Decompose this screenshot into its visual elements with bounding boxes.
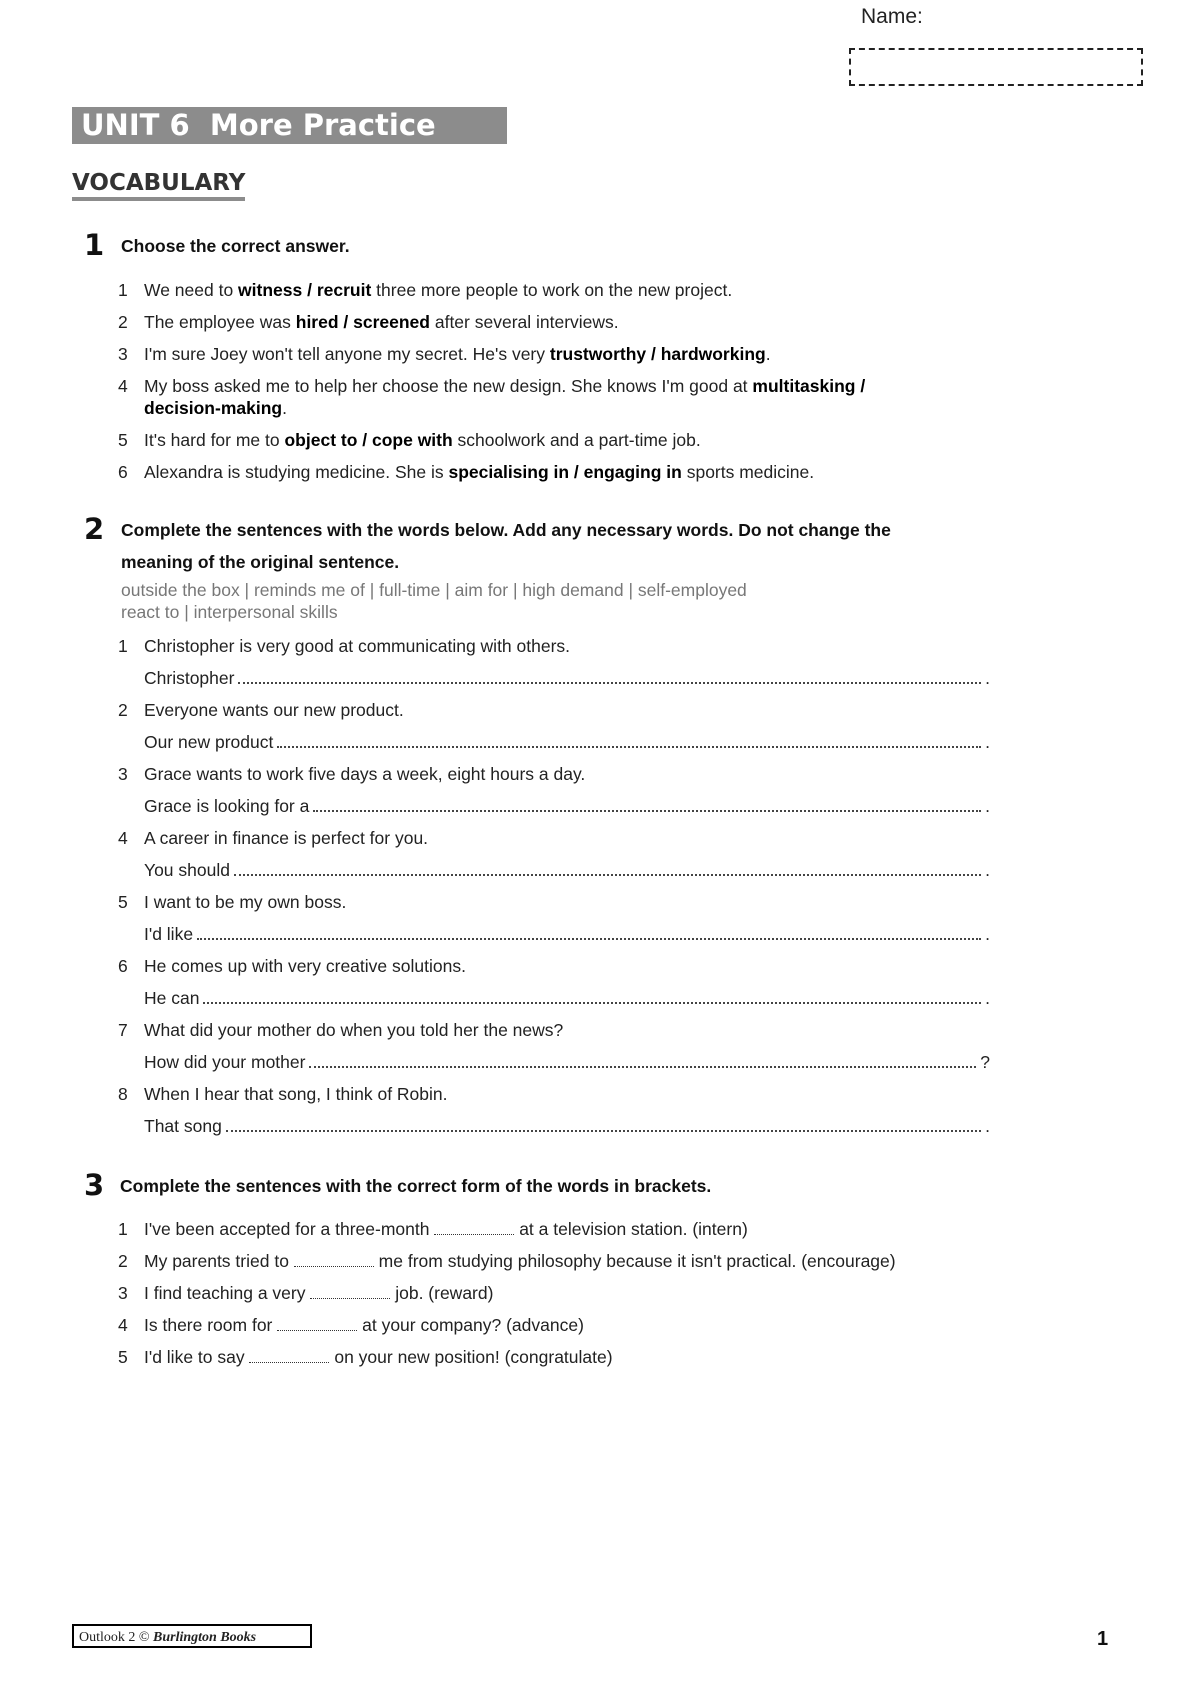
exercise-number: 1	[84, 228, 105, 262]
answer-line: Our new product .	[144, 732, 990, 752]
answer-blank[interactable]	[434, 1222, 514, 1235]
word-box: react to | interpersonal skills	[121, 602, 338, 622]
answer-line: You should .	[144, 860, 990, 880]
answer-blank[interactable]	[277, 1318, 357, 1331]
copyright-footer: Outlook 2 © Burlington Books	[72, 1624, 312, 1648]
worksheet-page: Name: UNIT 6 More Practice VOCABULARY 1 Choose the correct answer. 1 We need to witness / recruit three more people to work on the new project. 2 The employee was hired / screened after several interviews. 3 I'm sure Joey won't tell anyone my secret. He's very trustworthy / hardworking. 4 My boss asked me to help her choose the new design. She knows I'm good at multitasking / decision-making. 5 It's hard for me to object to / cope with schoolwork and a part-time job. 6 Alexandra is studying medicine. She is specialising in / engaging in sports medicine. 2 Complete the sentences with the words below. Add any necessary words. Do not change the meaning of the original sentence. outside the box | reminds me of | full-time | aim for | high demand | self-employed react to | interpersonal skills 1 Christopher is very good at communicating with others. Christopher . 2 Everyone wants our new product. Our new product . 3 Grace wants to work five days a week, eight hours a day. Grace is looking for a . 4 A career in finance is perfect for you. You should . 5 I want to be my own boss. I'd like . 6 He comes up with very creative solutions. He can . 7 What did your mother do when you told her the news? How did your mother ? 8 When I hear that song, I think of Robin. That song . 3 Complete the sentences with the correct form of the words in brackets. 1 I've been accepted for a three-month at a television station. (intern) 2 My parents tried to me from studying philosophy because it isn't practical. (encourage) 3 I find teaching a very job. (reward) 4 Is there room for at your company? (advance) 5 I'd like to say on your new position! (congratulate) Outlook 2 © Burlington Books 1	[0, 0, 1200, 1696]
exercise-number: 3	[84, 1168, 105, 1202]
answer-blank[interactable]	[309, 1052, 976, 1068]
answer-line: He can .	[144, 988, 990, 1008]
answer-options[interactable]: object to / cope with	[284, 430, 453, 450]
list-item-continuation: decision-making.	[144, 398, 287, 418]
answer-blank[interactable]	[238, 668, 981, 684]
answer-options[interactable]: trustworthy / hardworking	[549, 344, 766, 364]
answer-blank[interactable]	[203, 988, 981, 1004]
exercise-title: Choose the correct answer.	[121, 236, 350, 256]
page-number: 1	[1097, 1628, 1109, 1650]
exercise-title: meaning of the original sentence.	[121, 552, 400, 572]
answer-blank[interactable]	[249, 1350, 329, 1363]
answer-blank[interactable]	[197, 924, 981, 940]
answer-options[interactable]: multitasking /	[752, 376, 866, 396]
exercise-title: Complete the sentences with the words below. Add any necessary words. Do not change the	[121, 520, 891, 540]
answer-options[interactable]: hired / screened	[295, 312, 430, 332]
answer-line: Christopher .	[144, 668, 990, 688]
answer-line: How did your mother ?	[144, 1052, 990, 1072]
answer-blank[interactable]	[226, 1116, 981, 1132]
answer-blank[interactable]	[313, 796, 981, 812]
answer-line: I'd like .	[144, 924, 990, 944]
answer-blank[interactable]	[277, 732, 981, 748]
section-heading: VOCABULARY	[72, 169, 245, 201]
answer-blank[interactable]	[234, 860, 981, 876]
name-label: Name:	[861, 5, 923, 28]
word-box: outside the box | reminds me of | full-time | aim for | high demand | self-employed	[121, 580, 747, 600]
answer-line: Grace is looking for a .	[144, 796, 990, 816]
answer-blank[interactable]	[310, 1286, 390, 1299]
exercise-title: Complete the sentences with the correct form of the words in brackets.	[120, 1176, 712, 1196]
unit-title: UNIT 6 More Practice	[72, 107, 507, 144]
answer-options[interactable]: witness / recruit	[238, 280, 372, 300]
name-field[interactable]	[849, 48, 1143, 86]
exercise-number: 2	[84, 512, 105, 546]
answer-line: That song .	[144, 1116, 990, 1136]
answer-options[interactable]: decision-making	[144, 398, 283, 418]
answer-options[interactable]: specialising in / engaging in	[448, 462, 682, 482]
answer-blank[interactable]	[294, 1254, 374, 1267]
